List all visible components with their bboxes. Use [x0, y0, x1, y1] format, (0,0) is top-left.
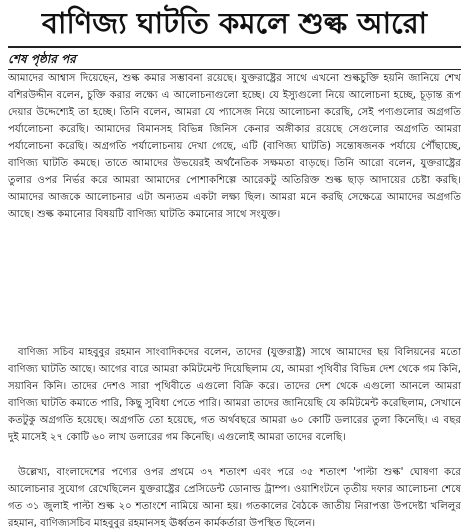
article-paragraph-3: উল্লেখ্য, বাংলাদেশের পণ্যের ওপর প্রথমে ৩৭ শতাংশ এবং পরে ৩৫ শতাংশ 'পাল্টা শুল্ক' ঘোষণা করে আলোচনার সুযোগ রেখেছিলেন যুক্তরাষ্ট্রের প্রেসিডেন্ট ডোনাল্ড ট্রাম্প। ওয়াশিংটনে তৃতীয় দফার আলোচনা শেষে গত ৩১ জুলাই পাল্টা শুল্ক ২০ শতাংশে নামিয়ে আনা হয়। গতকালের বৈঠকে জাতীয় নিরাপত্তা উপদেষ্টা খলিলুর রহমান, বাণিজ্যসচিব মাহবুবুর রহমানসহ ঊর্ধ্বতন কার্মকর্তারা উপস্থিত ছিলেন।	[8, 467, 461, 529]
headline-divider	[8, 46, 461, 48]
continued-from-label: শেষ পৃষ্ঠার পর	[8, 52, 76, 66]
article-paragraph-2: বাণিজ্য সচিব মাহবুবুর রহমান সাংবাদিকদের বলেন, তাদের (যুক্তরাষ্ট্র) সাথে আমাদের ছয় বিলিয়নের মতো বাণিজ্য ঘাটতি আছে। আগের বারে আমরা কমিটমেন্ট দিয়েছিলাম যে, আমরা পৃথিবীর বিভিন্ন দেশ থেকে গম কিনি, সয়াবিন কিনি। তাদের দেশও সারা পৃথিবীতে এগুলো বিক্রি করে। তাদের দেশ থেকে এগুলো আনলে আমরা বাণিজ্য ঘাটতি কমাতে পারি, কিছু সুবিধা পেতে পারি। আমরা তাদের জানিয়েছি যে কমিটমেন্ট করেছিলাম, সেখানে কতটুকু অগ্রগতি হয়েছে। অগ্রগতি তো হয়েছে, গত অর্থবছরে আমরা ৬০ কোটি ডলারের তুলা কিনেছি। এ বছর দুই মাসেই ২৭ কোটি ৬০ লাখ ডলারের গম কিনেছি। এগুলোই আমরা তাদের বলেছি।	[8, 347, 461, 443]
article-paragraph-1: আমাদের আশ্বাস দিয়েছেন, শুল্ক কমার সম্ভাবনা রয়েছে। যুক্তরাষ্ট্রের সাথে এখনো শুল্কচুক্তি হয়নি জানিয়ে শেখ বশিরউদ্দীন বলেন, চুক্তি করার লক্ষ্যে এ আলোচনাগুলো হচ্ছে। যে ইস্যুগুলো নিয়ে আলোচনা হচ্ছে, চূড়ান্ত রূপ দেয়ার উদ্দেশ্যেই তা হচ্ছে। তিনি বলেন, আমরা যে প্যাসেজ নিয়ে আলোচনা করেছি, সেই পণ্যগুলোর অগ্রগতি পর্যালোচনা করেছি। আমাদের বিমানসহ বিভিন্ন জিনিস কেনার অঙ্গীকার রয়েছে সেগুলোর অগ্রগতি আমরা পর্যালোচনা করেছি। অগ্রগতি পর্যালোচনায় দেখা গেছে, এটি (বাণিজ্য ঘাটতি) সন্তোষজনক পর্যায়ে পৌঁছাচ্ছে, বাণিজ্য ঘাটতি কমছে। তাতে আমাদের উভয়েরই অর্থনৈতিক সক্ষমতা বাড়ছে। তিনি আরো বলেন, যুক্তরাষ্ট্রের তুলার ওপর নির্ভর করে আমরা আমাদের পোশাকশিল্পে আরেকটু অতিরিক্ত শুল্ক ছাড় আদায়ের চেষ্টা করছি। আমাদের আজকে আলোচনার এটা অন্যতম একটা লক্ষ্য ছিল। আমরা মনে করছি সেক্ষেত্রে আমাদের অগ্রগতি আছে। শুল্ক কমানোর বিষয়টি বাণিজ্য ঘাটতি কমানোর সাথে সংযুক্ত।	[8, 73, 461, 220]
article-headline: বাণিজ্য ঘাটতি কমলে শুল্ক আরো	[41, 6, 428, 40]
